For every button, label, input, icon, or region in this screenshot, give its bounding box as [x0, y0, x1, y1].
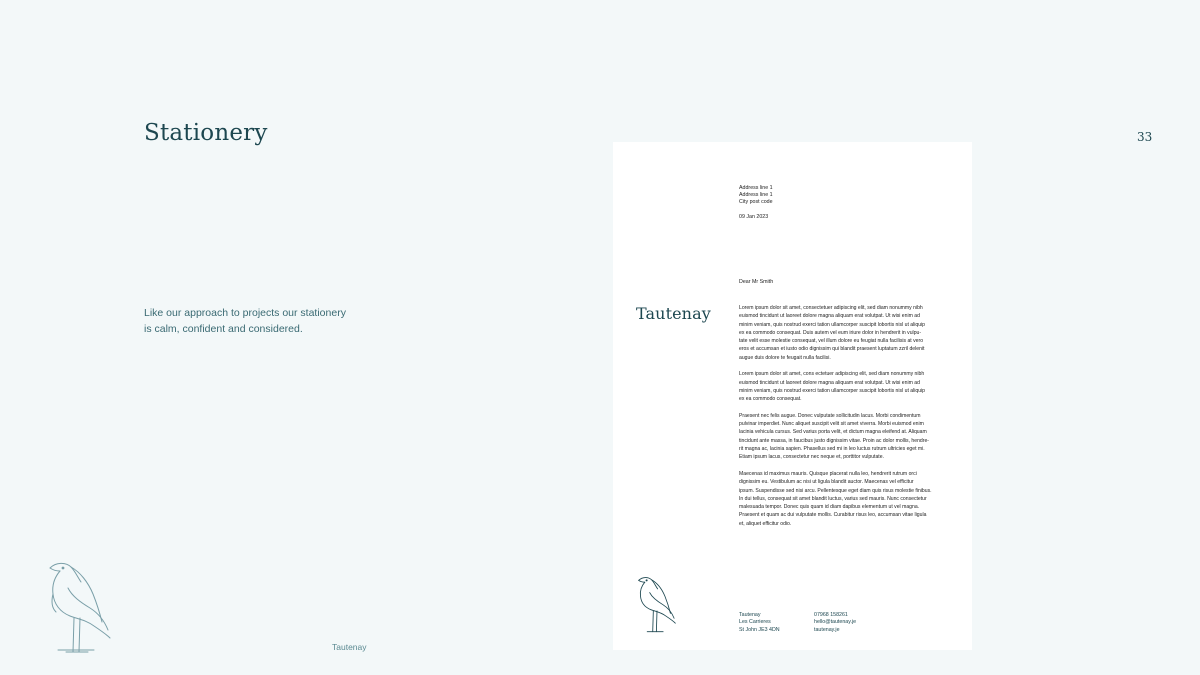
body-line: ex ea commodo consequat.: [739, 396, 802, 403]
body-line: euismod tincidunt ut laoreet dolore magna aliquam erat volutpat. Ut wisi enim ad: [739, 379, 920, 386]
body-paragraph: [739, 412, 953, 462]
footer-brand: Tautenay: [332, 642, 367, 652]
body-line: augue duis dolore te feugait nulla facilisi.: [739, 354, 831, 361]
letterhead-page: [613, 142, 972, 650]
body-line: Lorem ipsum dolor sit amet, consectetuer adipiscing elit, sed diam nonummy nibh: [739, 305, 923, 311]
footer-line: St John JE3 4DN: [739, 626, 780, 633]
letter-date: 09 Jan 2023: [739, 214, 769, 220]
body-line: tincidunt ante massa, in faucibus justo dignissim vitae. Proin ac dolor mollis, hendre-: [739, 437, 929, 444]
footer-line: Les Carrieres: [739, 619, 771, 626]
body-line: euismod tincidunt ut laoreet dolore magna aliquam erat volutpat. Ut wisi enim ad: [739, 313, 920, 320]
body-line: Praesent et quam ac dui vulputate mollis. Curabitur risus leo, accumsan vitae ligula: [739, 512, 927, 519]
body-line: dignissim eu. Vestibulum ac nisi ut ligula blandit auctor. Maecenas vel efficitur: [739, 479, 914, 486]
heron-icon: [635, 573, 679, 636]
body-line: ex ea commodo consequat. Duis autem vel eum iriure dolor in hendrerit in vulpu-: [739, 329, 922, 336]
page-number: 33: [1137, 130, 1153, 144]
body-line: minim veniam, quis nostrud exerci tation ullamcorper suscipit lobortis nisl ut aliquip: [739, 321, 926, 328]
address-line: City post code: [739, 199, 773, 206]
email-address: hello@tautenay.je: [814, 619, 857, 626]
intro-line: Like our approach to projects our stationery: [144, 307, 346, 319]
body-paragraph: [739, 370, 953, 403]
body-line: minim veniam, quis nostrud exerci tation ullamcorper suscipit lobortis nisl ut aliquip: [739, 387, 926, 394]
brand-logo: Tautenay: [636, 304, 711, 323]
body-line: tate velit esse molestie consequat, vel illum dolore eu feugiat nulla facilisis at vero: [739, 338, 924, 345]
page-title: Stationery: [144, 120, 268, 146]
body-line: lacinia vehicula cursus. Sed varius porta velit, et dictum magna eleifend at. Aliquam: [739, 429, 927, 436]
address-line: Address line 1: [739, 192, 773, 199]
body-line: Etiam ipsum lacus, consectetur nec neque et, porttitor vulputate.: [739, 454, 884, 461]
footer-line: Tautenay: [739, 612, 761, 618]
website: tautenay.je: [814, 626, 840, 633]
body-line: eros et accumsan et iusto odio dignissim qui blandit praesent luptatum zzril delenit: [739, 346, 925, 353]
intro-line: is calm, confident and considered.: [144, 323, 303, 335]
company-contact: [814, 612, 856, 634]
body-paragraph: [739, 304, 953, 362]
body-paragraph: [739, 470, 953, 528]
body-line: malesuada tempor. Donec quis quam id diam dapibus elementum ut vel magna.: [739, 504, 920, 511]
salutation: Dear Mr Smith: [739, 279, 774, 285]
phone-number: 07968 158261: [814, 612, 848, 618]
intro-text: [144, 305, 374, 337]
heron-icon: [44, 560, 116, 655]
body-line: pulvinar imperdiet. Nunc aliquet suscipit velit sit amet viverra. Morbi euismod enim: [739, 421, 924, 428]
body-line: Maecenas id maximus mauris. Quisque placerat nulla leo, hendrerit rutrum orci: [739, 470, 917, 477]
body-line: Praesent nec felis augue. Donec vulputate sollicitudin lacus. Morbi condimentum: [739, 412, 921, 419]
body-line: rit magna ac, lacinia sapien. Phasellus sed mi in leo luctus rutrum ultricies eget mi.: [739, 446, 925, 453]
body-line: Lorem ipsum dolor sit amet, cons ectetuer adipiscing elit, sed diam nonummy nibh: [739, 371, 925, 378]
letter-body: [739, 304, 953, 536]
company-address: [739, 612, 780, 634]
recipient-address: [739, 185, 773, 207]
body-line: ipsum. Suspendisse sed nisi arcu. Pellentesque eget diam quis risus molestie finibus.: [739, 487, 932, 494]
body-line: In dui tellus, consequat sit amet blandit luctus, varius sed mauris. Nunc consectetur: [739, 495, 927, 502]
body-line: et, aliquet efficitur odio.: [739, 520, 792, 527]
address-line: Address line 1: [739, 185, 773, 191]
